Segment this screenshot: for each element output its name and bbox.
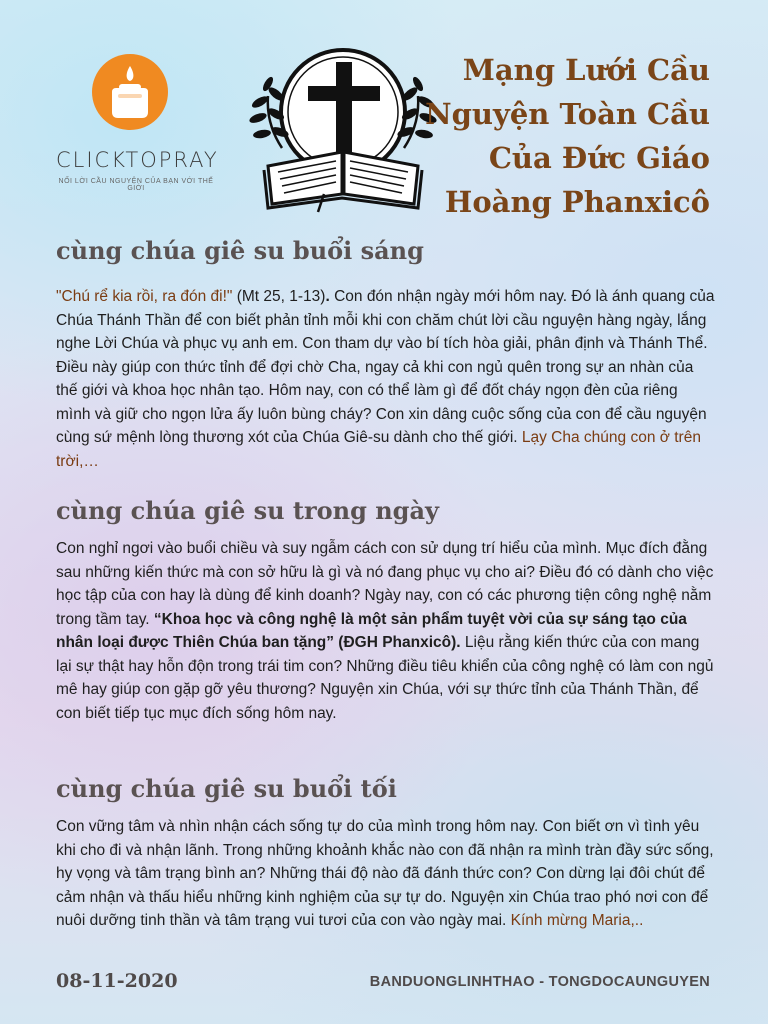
clicktopray-logo bbox=[92, 54, 168, 130]
section-heading-evening: cùng chúa giê su buổi tối bbox=[56, 774, 397, 803]
open-bible-icon bbox=[264, 152, 422, 212]
candle-icon bbox=[92, 54, 168, 130]
evening-closing-prayer: Kính mừng Maria,.. bbox=[506, 912, 644, 929]
title-line-3: Của Đức Giáo bbox=[488, 141, 710, 175]
day-bold-quote: “Khoa học và công nghệ là một sản phẩm tuyệt vời của sự sáng tạo của nhân loại được Thiên Chúa ban tặng” (ĐGH Phanxicô). bbox=[56, 610, 687, 651]
footer-date: 08-11-2020 bbox=[56, 970, 178, 992]
section-body-evening bbox=[56, 815, 716, 933]
footer-source: BANDUONGLINHTHAO - TONGDOCAUNGUYEN bbox=[369, 974, 710, 990]
section-body-morning bbox=[56, 285, 716, 473]
day-text-b: Liệu rằng kiến thức của con mang lại sự thật hay hỗn độn trong trái tim con? Những điều tiêu khiển của công nghệ có làm con ngủ mê hay giúp con gặp gỡ yêu thương? Nguyện xin Chúa, với sự thức tỉnh của Thánh Thần, để con biết tiếp tục mục đích sống hôm nay. bbox=[56, 634, 714, 722]
section-heading-morning: cùng chúa giê su buổi sáng bbox=[56, 236, 424, 265]
day-text-a: Con nghỉ ngơi vào buổi chiều và suy ngẫm cách con sử dụng trí hiểu của mình. Mục đích đằng sau những kiến thức mà con sở hữu là gì và nó đang phục vụ cho ai? Điều đó có dành cho việc học tập của con hay là dùng để kinh doanh? Ngày nay, con có các phương tiện công nghệ nằm trong tầm tay. bbox=[56, 540, 714, 628]
title-line-4: Hoàng Phanxicô bbox=[444, 185, 710, 219]
scripture-quote: "Chú rể kia rồi, ra đón đi!" bbox=[56, 288, 233, 305]
evening-text: Con vững tâm và nhìn nhận cách sống tự do của mình trong hôm nay. Con biết ơn vì tình yêu khi cho đi và nhận lãnh. Trong những khoảnh khắc nào con đã nhận ra mình tràn đầy sức sống, hy vọng và tâm trạng bình an? Những thái độ nào đã đánh thức con? Con dừng lại đôi chút để cảm nhận và thấu hiểu những kinh nghiệm của sự tự do. Nguyện xin Chúa trao phó nơi con để nuôi dưỡng tinh thần và tâm trạng vui tươi của con vào ngày mai. bbox=[56, 818, 714, 929]
brand-name: CLICKTOPRAY bbox=[56, 148, 219, 172]
page-title bbox=[410, 48, 710, 224]
brand-tagline: NỐI LỜI CẦU NGUYỆN CỦA BẠN VỚI THẾ GIỚI bbox=[58, 178, 214, 192]
scripture-ref: (Mt 25, 1-13) bbox=[232, 288, 326, 305]
morning-text: Con đón nhận ngày mới hôm nay. Đó là ánh quang của Chúa Thánh Thần để con biết phản tỉnh mỗi khi con chăm chút lời cầu nguyện hàng ngày, lắng nghe Lời Chúa và phục vụ anh em. Con tham dự vào bí tích hòa giải, phân định và Thánh Thể. Điều này giúp con thức tỉnh để đợi chờ Cha, ngay cả khi con ngủ quên trong sự an nhàn của thế giới và khoa học nhân tạo. Hôm nay, con có thể làm gì để đốt cháy ngọn đèn của riêng mình và giữ cho ngọn lửa ấy luôn bùng cháy? Con xin dâng cuộc sống của con để cầu nguyện cùng sứ mệnh lòng thương xót của Chúa Giê-su dành cho thế giới. bbox=[56, 288, 715, 446]
title-line-1: Mạng Lưới Cầu bbox=[462, 53, 710, 87]
scripture-dot: . bbox=[325, 288, 330, 305]
morning-closing-prayer: Lạy Cha chúng con ở trên trời,… bbox=[56, 429, 701, 470]
section-heading-day: cùng chúa giê su trong ngày bbox=[56, 496, 439, 525]
section-body-day bbox=[56, 537, 716, 725]
title-line-2: Nguyện Toàn Cầu bbox=[425, 97, 710, 131]
